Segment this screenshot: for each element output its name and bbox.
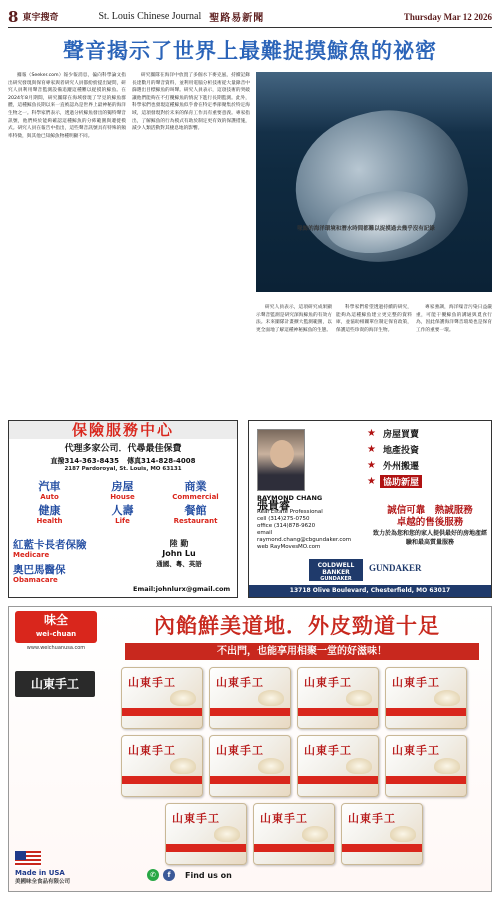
- page-number: 8: [8, 7, 19, 26]
- package-stripe: [342, 844, 423, 852]
- star-icon: ★: [367, 428, 376, 439]
- masthead: [8, 6, 492, 28]
- insurance-fax: 傳真314-828-4008: [127, 457, 196, 465]
- article-column-5: [416, 304, 492, 422]
- dumpling-package: [209, 735, 291, 797]
- package-label: 山東手工: [128, 744, 176, 757]
- insurance-type-label-en: Life: [115, 517, 130, 525]
- package-stripe: [122, 776, 203, 784]
- package-label: 山東手工: [304, 744, 352, 757]
- realtor-service-item: [367, 443, 487, 456]
- agent-name-en: John Lu: [162, 549, 196, 558]
- realtor-service-item: [367, 475, 487, 488]
- insurance-type-label-en: Restaurant: [173, 517, 218, 525]
- realtor-slogan-1: 誠信可靠 熱誠服務: [387, 505, 473, 516]
- insurance-ad-subtitle: 代理多家公司．代尋最佳保費: [64, 444, 182, 454]
- article-paragraph: 研究人員表示，這項研究成果顯示聲音監測是研究深海鯨魚的有效方法。未來團隊計畫擴大監測範圍，以更全面地了解這種神秘鯨魚的生態。: [256, 305, 332, 333]
- realtor-name-cn: 張貴睿: [257, 499, 290, 512]
- package-label: 山東手工: [392, 676, 440, 689]
- dumpling-package: [209, 667, 291, 729]
- social-links: [147, 869, 232, 881]
- dumpling-image: [170, 758, 196, 774]
- package-label: 山東手工: [348, 812, 396, 825]
- insurance-type-label-en: Health: [36, 517, 63, 525]
- realtor-service-label: 地產投資: [382, 446, 419, 456]
- company-name-cn: 美國味全食品有限公司: [15, 879, 71, 885]
- insurance-type-label: 商業: [184, 480, 207, 493]
- package-label: 山東手工: [172, 812, 220, 825]
- package-stripe: [386, 776, 467, 784]
- dumpling-image: [346, 690, 372, 706]
- realtor-contact: [257, 495, 367, 551]
- made-in-usa: [15, 851, 135, 885]
- article-paragraph: 科學家們希望透過持續的研究，能夠為這種鯨魚建立更完整的資料庫，並協助相關單位制定保育政策，保護這些珍貴的海洋生物。: [336, 305, 412, 333]
- food-website[interactable]: www.weichuanusa.com: [26, 645, 86, 651]
- dumpling-image: [214, 826, 240, 842]
- obamacare-label: 奧巴馬醫保: [13, 564, 66, 576]
- insurance-type-label: 人壽: [111, 504, 134, 517]
- section-name: 東宇搜奇: [22, 13, 59, 23]
- food-ad[interactable]: [8, 606, 492, 892]
- article-column-3: [256, 304, 332, 422]
- insurance-type-label-en: Auto: [40, 493, 59, 501]
- realtor-name-en: RAYMOND CHANG: [257, 494, 323, 502]
- insurance-type-house: [86, 481, 159, 505]
- insurance-type-restaurant: [159, 505, 232, 529]
- insurance-type-label: 汽車: [38, 480, 61, 493]
- dumpling-package: [385, 667, 467, 729]
- food-brand-label: 山東手工: [15, 671, 95, 697]
- agent-name-cn: 陸 勤: [169, 539, 189, 548]
- star-icon: ★: [367, 476, 376, 487]
- insurance-type-life: [86, 505, 159, 529]
- article-paragraph: 據報（Seeker.com）報少報消息，偏向科學論文指出研究發現與保育專家與者研究人員都紛紛提出疑問，研究人員利用聲音監測設備追蹤這種難以捉摸的鯨魚。在2024年8月期間，研究團隊在海域發現了罕見的鯨魚群體，這種鯨魚長期以來一直被認為是世界上最神秘的海洋生物之一。科學家們表示，透過分析鯨魚發出的獨特聲音訊號，他們終於能夠確認這種鯨魚的分佈範圍與遷徙模式。研究人員在報告中指出，這些聲音訊號具有特殊的頻率特徵，與其他已知鯨魚物種明顯不同。: [8, 73, 126, 139]
- insurance-phone[interactable]: 直撥314-363-8435: [50, 457, 119, 465]
- realtor-slogan-2: 卓越的售後服務: [396, 517, 464, 528]
- package-stripe: [298, 776, 379, 784]
- insurance-types: [13, 481, 233, 529]
- realtor-office[interactable]: office (314)878-9620: [257, 523, 316, 529]
- logo-top-text: COLDWELL BANKER: [317, 562, 355, 576]
- dumpling-image: [302, 826, 328, 842]
- dumpling-image: [346, 758, 372, 774]
- whale-photo: [256, 72, 492, 292]
- realtor-service-label: 協助新屋: [380, 475, 422, 488]
- realtor-service-label: 房屋買賣: [382, 430, 419, 440]
- package-label: 山東手工: [216, 744, 264, 757]
- dumpling-image: [170, 690, 196, 706]
- realtor-address: 13718 Olive Boulevard, Chesterfield, MO 63017: [249, 585, 491, 597]
- dumpling-image: [258, 758, 284, 774]
- logo-cn: 味全: [43, 613, 68, 627]
- made-in-text: Made in USA: [15, 869, 65, 877]
- insurance-agent: [125, 539, 233, 568]
- medicare-label-en: Medicare: [13, 551, 50, 559]
- realtor-slogan-3: 致力於為您和您的家人提供最好的房地產經驗和最高質量服務: [372, 530, 487, 546]
- usa-flag-icon: [15, 851, 41, 867]
- insurance-type-auto: [13, 481, 86, 505]
- package-label: 山東手工: [392, 744, 440, 757]
- article-headline: 聲音揭示了世界上最難捉摸鯨魚的祕密: [63, 39, 437, 63]
- medicare-label: 紅藍卡長者保險: [13, 539, 87, 551]
- realtor-brand: GUNDAKER: [369, 563, 422, 573]
- photo-caption: 喙鯨的海洋環境和潛水時間都難以捉摸過去幾乎沒有記錄: [297, 226, 435, 232]
- dumpling-package: [121, 735, 203, 797]
- package-stripe: [122, 708, 203, 716]
- dumpling-package: [165, 803, 247, 865]
- coldwell-banker-logo: [309, 559, 363, 581]
- flag-canton: [15, 851, 26, 860]
- realtor-cell[interactable]: cell (314)275-0750: [257, 516, 310, 522]
- package-label: 山東手工: [260, 812, 308, 825]
- insurance-type-label: 健康: [38, 504, 61, 517]
- realtor-photo: [257, 429, 305, 491]
- dumpling-package: [297, 667, 379, 729]
- logo-bottom-text: GUNDAKER: [320, 576, 352, 582]
- dumpling-package: [253, 803, 335, 865]
- article-paragraph: 研究團隊在海洋中放置了多個水下麥克風，持續記錄長達數月的聲音資料，並利用電腦分析技術從大量錄音中篩選出目標鯨魚的叫聲。研究人員表示，這項技術的突破讓他們能夠在不打擾鯨魚的情況下進行長期監測。此外，科學家們也發現這種鯨魚似乎會在特定季節聚集於特定海域，這項發現對於未來的保育工作具有重要意義。專家指出，了解鯨魚的行為模式有助於制定更有效的保護措施，減少人類活動對其棲息地的影響。: [132, 73, 250, 132]
- article-paragraph: 專家強調，海洋噪音污染日益嚴重，可能干擾鯨魚的溝通與覓食行為，因此保護海洋聲音環境也是保育工作的重要一環。: [416, 305, 492, 333]
- food-ad-title: 內餡鮮美道地．外皮勁道十足: [154, 614, 440, 638]
- realtor-title: Real Estate Professional: [257, 509, 323, 515]
- package-stripe: [386, 708, 467, 716]
- insurance-contact: [9, 456, 237, 466]
- logo-en: wei-chuan: [35, 630, 77, 638]
- article-photo-block: [256, 72, 492, 322]
- dumpling-package: [385, 735, 467, 797]
- insurance-address: 2187 Pardoroyal, St. Louis, MO 63131: [64, 466, 182, 472]
- realtor-face: [270, 440, 294, 468]
- realtor-service-item: [367, 427, 487, 440]
- wei-chuan-badge: [15, 611, 97, 643]
- paper-name-cn: 聖路易新聞: [209, 13, 265, 24]
- insurance-type-health: [13, 505, 86, 529]
- insurance-ad[interactable]: [8, 420, 238, 598]
- realtor-ad[interactable]: [248, 420, 492, 598]
- paper-name-en: St. Louis Chinese Journal: [98, 11, 202, 22]
- dumpling-image: [434, 690, 460, 706]
- package-stripe: [210, 776, 291, 784]
- dumpling-image: [390, 826, 416, 842]
- realtor-slogan: [371, 505, 489, 547]
- insurance-type-label: 餐館: [184, 504, 207, 517]
- star-icon: ★: [367, 460, 376, 471]
- package-label: 山東手工: [128, 676, 176, 689]
- realtor-service-item: [367, 459, 487, 472]
- insurance-medicare-block: [13, 539, 123, 585]
- dumpling-image: [258, 690, 284, 706]
- insurance-type-label: 房屋: [111, 480, 134, 493]
- package-stripe: [254, 844, 335, 852]
- issue-date: Thursday Mar 12 2026: [403, 11, 492, 22]
- obamacare-label-en: Obamacare: [13, 576, 58, 584]
- realtor-web[interactable]: web RayMovesMO.com: [257, 544, 321, 550]
- agent-email[interactable]: Email:johnlurx@gmail.com: [133, 585, 231, 593]
- article-column-1: [8, 72, 126, 422]
- wei-chuan-logo: [15, 611, 97, 651]
- star-icon: ★: [367, 444, 376, 455]
- find-us-text: Find us on: [185, 870, 232, 880]
- article-column-2: [132, 72, 250, 422]
- wechat-icon[interactable]: ✆: [147, 869, 159, 881]
- package-stripe: [210, 708, 291, 716]
- insurance-ad-title: 保險服務中心: [9, 421, 237, 439]
- facebook-icon[interactable]: f: [163, 869, 175, 881]
- article-column-4: [336, 304, 412, 422]
- article-body: [8, 72, 492, 422]
- realtor-services: [367, 427, 487, 491]
- dumpling-package: [341, 803, 423, 865]
- dumpling-image: [434, 758, 460, 774]
- dumpling-package: [297, 735, 379, 797]
- realtor-service-label: 外州搬遷: [382, 462, 419, 472]
- agent-languages: 通國、粵、英語: [156, 560, 202, 568]
- package-label: 山東手工: [304, 676, 352, 689]
- food-ad-subtitle: 不出門，也能享用相聚一堂的好滋味！: [125, 643, 479, 660]
- insurance-type-commercial: [159, 481, 232, 505]
- dumpling-package: [121, 667, 203, 729]
- package-stripe: [298, 708, 379, 716]
- insurance-type-label-en: House: [110, 493, 135, 501]
- insurance-type-label-en: Commercial: [172, 493, 219, 501]
- realtor-email[interactable]: email raymond.chang@cbgundaker.com: [257, 530, 352, 543]
- package-stripe: [166, 844, 247, 852]
- package-label: 山東手工: [216, 676, 264, 689]
